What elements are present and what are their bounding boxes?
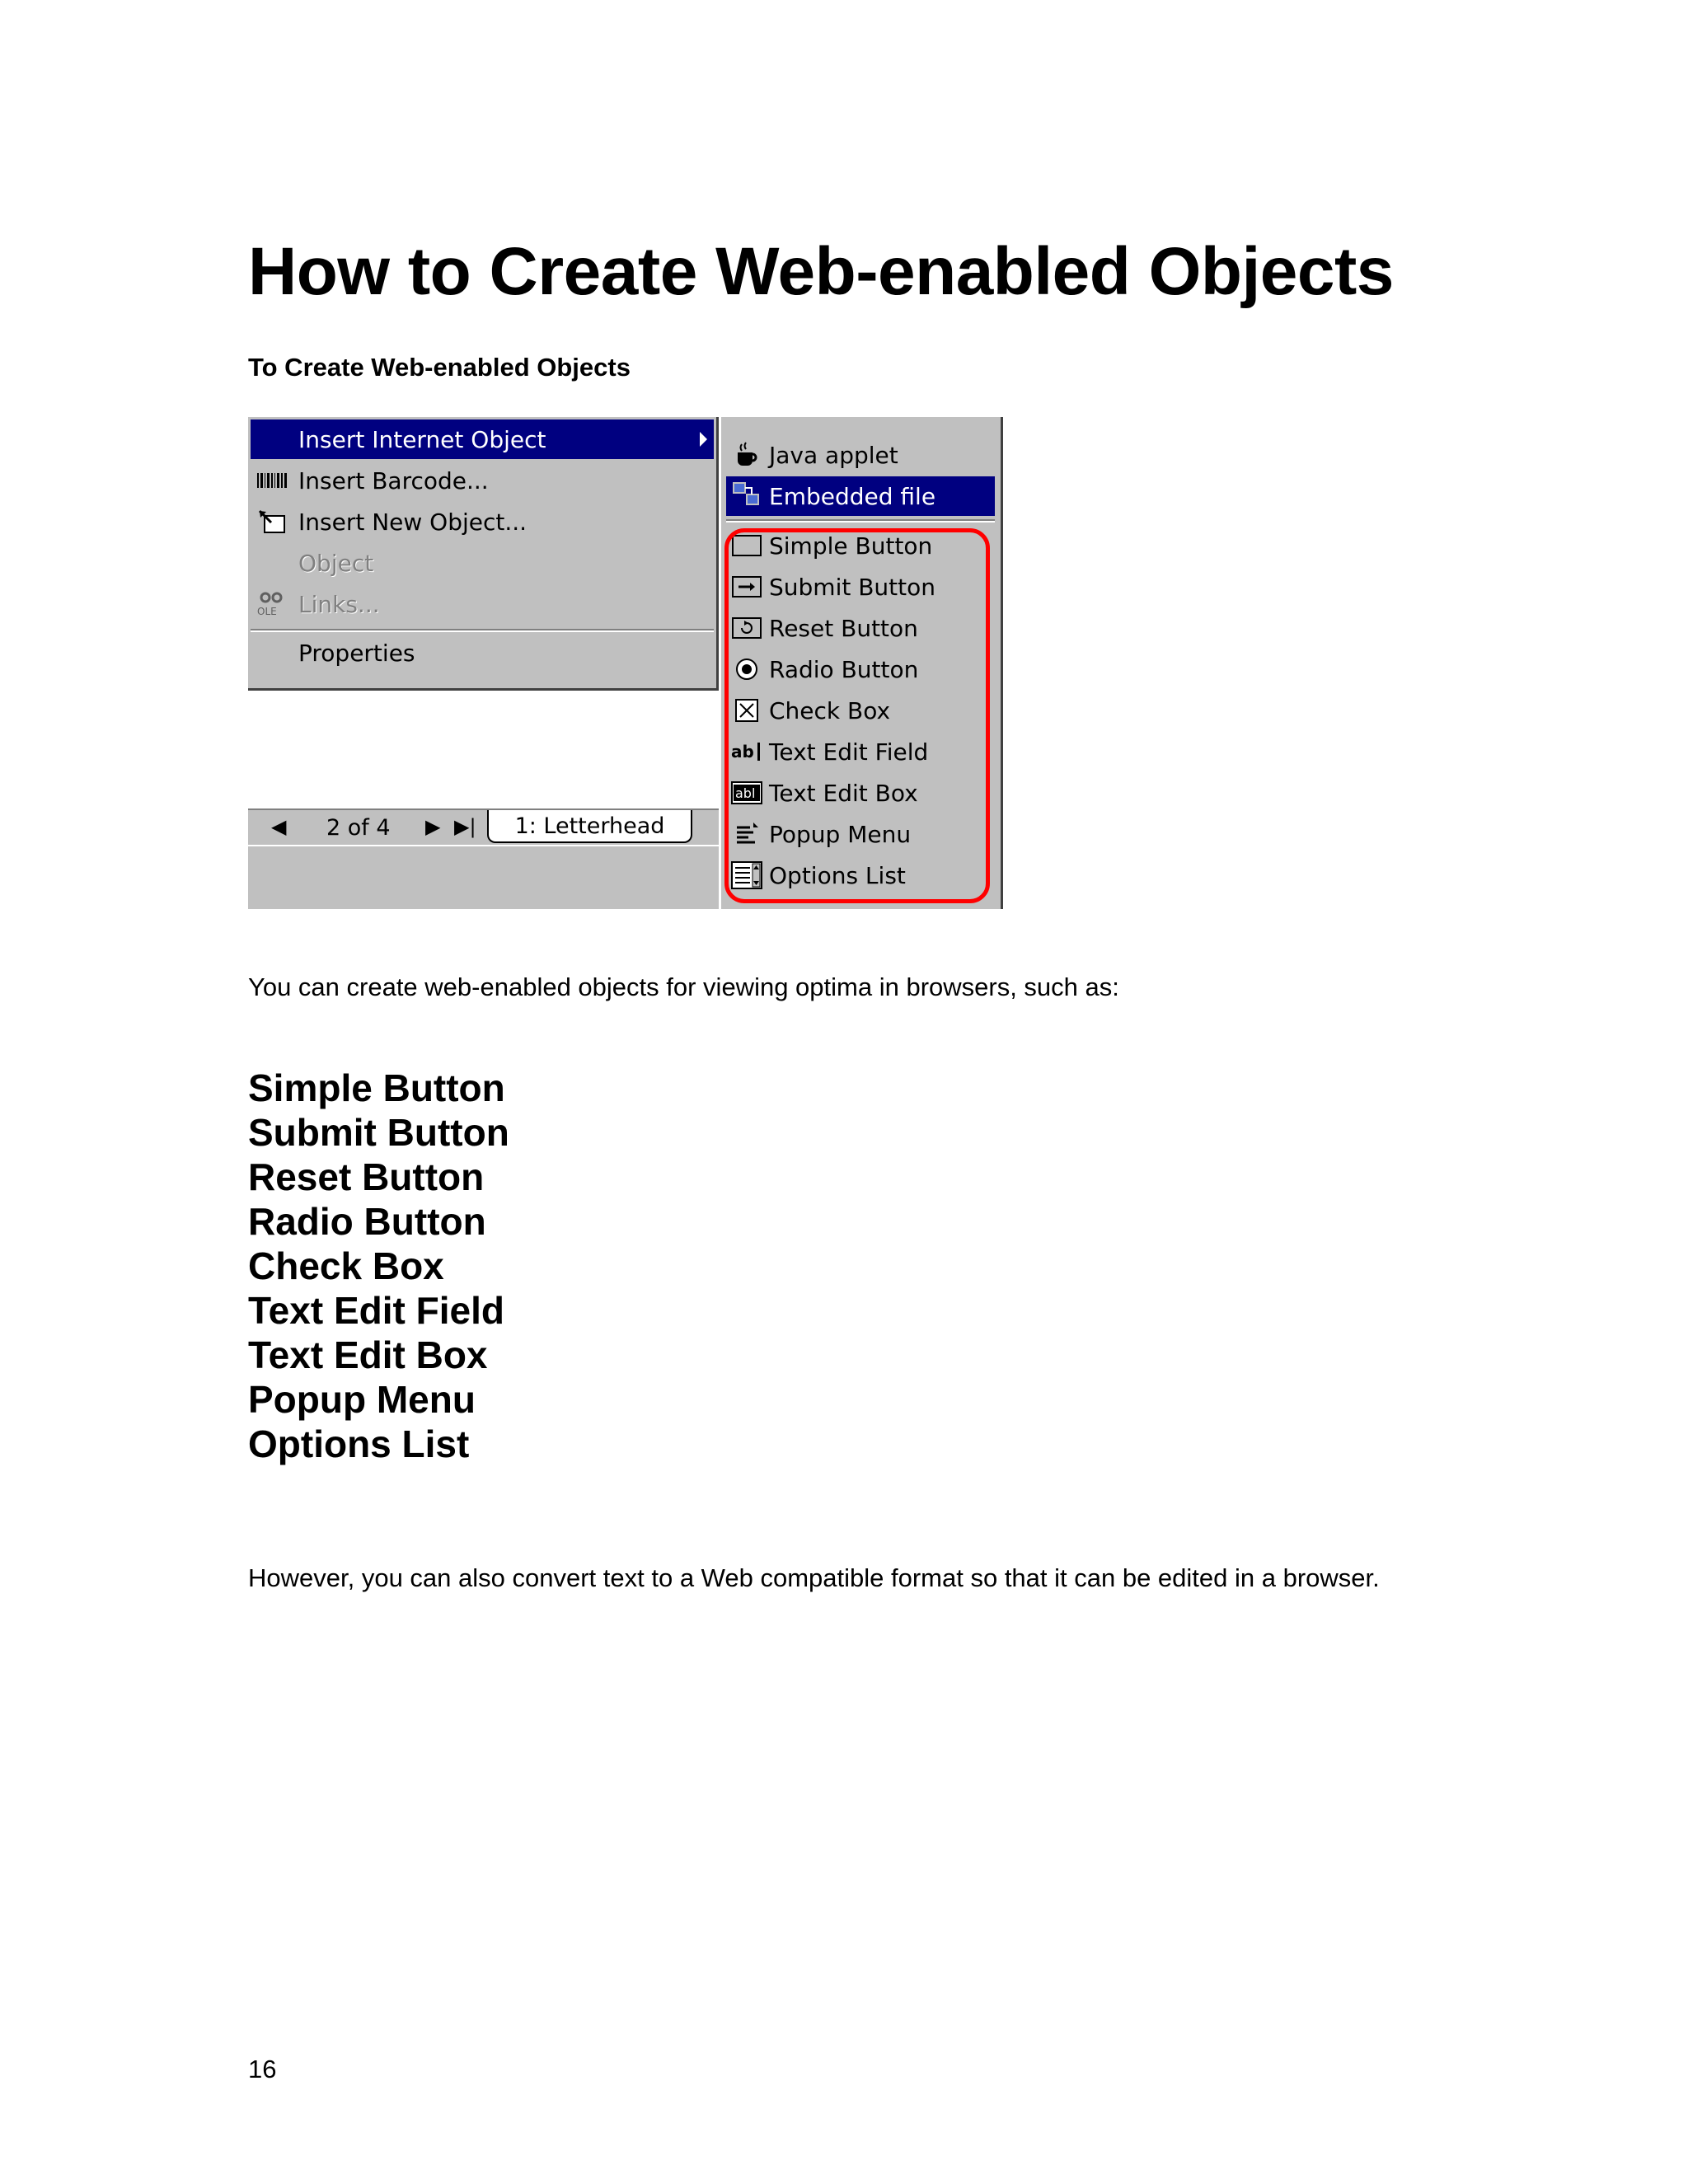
menu-item-label: Object	[298, 549, 374, 577]
closing-paragraph: However, you can also convert text to a Web compatible format so that it can be edited in a browser.	[248, 1563, 1380, 1592]
section-subtitle: To Create Web-enabled Objects	[248, 353, 631, 382]
submenu-item-label: Simple Button	[769, 532, 933, 560]
menu-item-object[interactable]	[251, 543, 714, 583]
submenu-item-embedded-file[interactable]	[726, 476, 995, 516]
popup-menu-icon	[731, 818, 762, 850]
list-item: Check Box	[248, 1244, 444, 1287]
list-item: Text Edit Box	[248, 1333, 488, 1376]
submit-button-icon	[731, 571, 762, 602]
text-edit-box-icon	[731, 777, 762, 808]
page-title: How to Create Web-enabled Objects	[248, 234, 1394, 309]
menu-item-label: Properties	[298, 639, 415, 667]
menu-item-label: Insert Barcode...	[298, 466, 489, 494]
simple-button-icon	[731, 530, 762, 561]
list-item: Simple Button	[248, 1066, 505, 1109]
list-item: Reset Button	[248, 1155, 485, 1198]
submenu-arrow-icon	[700, 432, 707, 447]
sheet-tab-bar	[248, 808, 719, 845]
radio-button-icon	[731, 654, 762, 685]
ole-icon	[256, 590, 288, 618]
menu-item-label: Insert New Object...	[298, 508, 528, 536]
check-box-icon	[731, 695, 762, 726]
context-menu	[248, 417, 719, 691]
submenu-item-label: Text Edit Box	[769, 779, 918, 807]
submenu-item-popup-menu[interactable]	[726, 814, 995, 854]
sheet-tab-letterhead[interactable]: 1: Letterhead	[487, 810, 692, 843]
list-item: Options List	[248, 1422, 470, 1465]
list-item: Popup Menu	[248, 1378, 476, 1421]
menu-separator	[251, 629, 714, 632]
previous-page-icon[interactable]: ◀	[271, 815, 287, 838]
list-item: Radio Button	[248, 1200, 486, 1243]
menu-item-label: Links...	[298, 590, 380, 618]
submenu-item-java-applet[interactable]	[726, 435, 995, 475]
submenu-item-label: Popup Menu	[769, 820, 912, 848]
menu-item-links[interactable]	[251, 584, 714, 624]
page-number: 16	[248, 2055, 277, 2083]
reset-button-icon	[731, 612, 762, 644]
submenu-item-label: Java applet	[769, 441, 898, 469]
submenu-item-radio-button[interactable]	[726, 649, 995, 689]
text-edit-field-icon	[731, 736, 762, 767]
menu-item-label: Insert Internet Object	[298, 425, 546, 453]
list-item: Text Edit Field	[248, 1289, 504, 1332]
menu-item-insert-internet-object[interactable]	[251, 419, 714, 459]
submenu-item-label: Check Box	[769, 696, 891, 724]
web-object-list	[248, 1066, 509, 1466]
intro-paragraph: You can create web-enabled objects for viewing optima in browsers, such as:	[248, 972, 1119, 1001]
page-indicator: 2 of 4	[326, 815, 391, 841]
menu-screenshot	[248, 415, 1006, 909]
menu-item-properties[interactable]	[251, 633, 714, 673]
barcode-icon	[256, 466, 288, 494]
submenu-item-text-edit-box[interactable]	[726, 773, 995, 813]
submenu-item-label: Embedded file	[769, 482, 936, 510]
submenu-item-label: Text Edit Field	[769, 738, 929, 766]
list-item: Submit Button	[248, 1111, 509, 1154]
svg-text:ab: ab	[731, 742, 754, 762]
submenu-item-label: Radio Button	[769, 655, 919, 683]
submenu-item-text-edit-field[interactable]	[726, 732, 995, 771]
options-list-icon	[731, 860, 762, 891]
embedded-file-icon	[731, 480, 762, 512]
last-page-icon[interactable]: ▶|	[454, 815, 476, 838]
internet-object-submenu	[719, 417, 1003, 909]
submenu-item-options-list[interactable]	[726, 855, 995, 895]
submenu-item-submit-button[interactable]	[726, 567, 995, 607]
submenu-item-label: Submit Button	[769, 573, 936, 601]
menu-item-insert-new-object[interactable]	[251, 502, 714, 541]
next-page-icon[interactable]: ▶	[425, 815, 441, 838]
svg-text:OLE: OLE	[257, 606, 277, 616]
submenu-separator	[726, 519, 995, 523]
menu-item-insert-barcode[interactable]	[251, 461, 714, 500]
svg-text:abl: abl	[735, 785, 756, 801]
submenu-item-check-box[interactable]	[726, 691, 995, 730]
submenu-item-reset-button[interactable]	[726, 608, 995, 648]
status-panel	[248, 845, 719, 909]
new-object-icon	[256, 508, 288, 536]
submenu-item-label: Reset Button	[769, 614, 918, 642]
submenu-item-label: Options List	[769, 861, 906, 889]
java-icon	[731, 439, 762, 471]
submenu-item-simple-button[interactable]	[726, 526, 995, 565]
